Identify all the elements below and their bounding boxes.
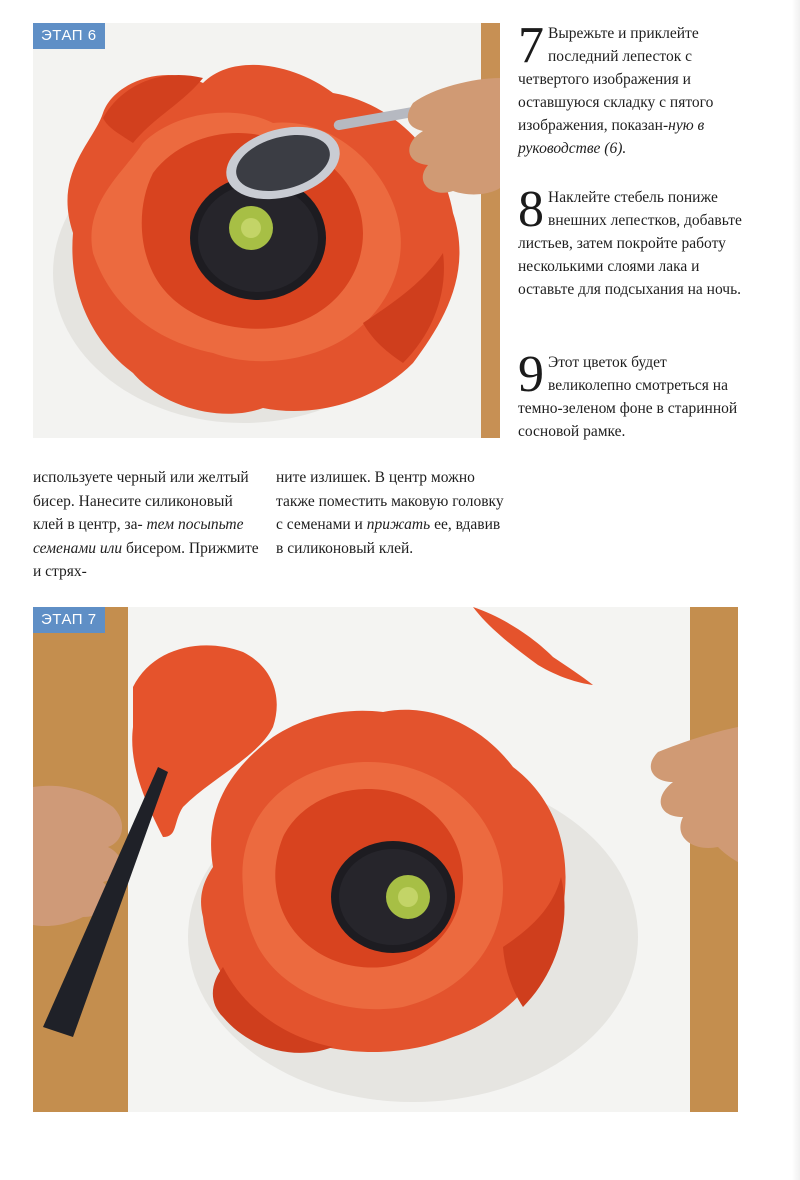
step-9-text: Этот цветок будет великолепно смотреться на темно-зеленом фоне в старинной сосновой рамке. [518,354,738,440]
body-left-italic: тем посыпьте семенами или [33,516,244,557]
step-7-text-italic: ную в руководстве (6). [518,117,705,157]
body-column-right [276,466,508,560]
poppy-tweezers-illustration [33,607,738,1112]
body-left-part2: бисером. Прижмите и стрях- [33,539,259,580]
step-8-text: Наклейте стебель пониже внешних лепестков, добавьте листьев, затем покройте работу несколькими слоями лака и оставьте для подсыхания на ночь. [518,189,742,298]
body-right-italic: прижать [366,516,431,533]
body-right-part1: ните излишек. В центр можно также поместить маковую головку с семенами и [276,469,504,533]
page-edge-shadow [792,0,800,1180]
step-8 [518,181,748,301]
stage-6-label: ЭТАП 6 [33,23,105,49]
body-column-left [33,466,265,584]
body-right-part2: ее, вдавив в силиконовый клей. [276,516,501,557]
step-7-number: 7 [518,17,544,74]
step-7-text: Вырежьте и приклейте последний лепесток с четвертого изображения и оставшуюся складку с пятого изображения, показан-ную в руководстве (6). [518,25,714,157]
poppy-spoon-illustration [33,23,500,438]
stage-7-photo [33,607,738,1112]
step-9 [518,346,748,443]
stage-7-label: ЭТАП 7 [33,607,105,633]
step-9-number: 9 [518,346,544,403]
body-left-part1: используете черный или желтый бисер. Нанесите силиконовый клей в центр, за- [33,469,249,533]
stage-6-photo [33,23,500,438]
step-7 [518,17,748,160]
step-8-number: 8 [518,181,544,238]
